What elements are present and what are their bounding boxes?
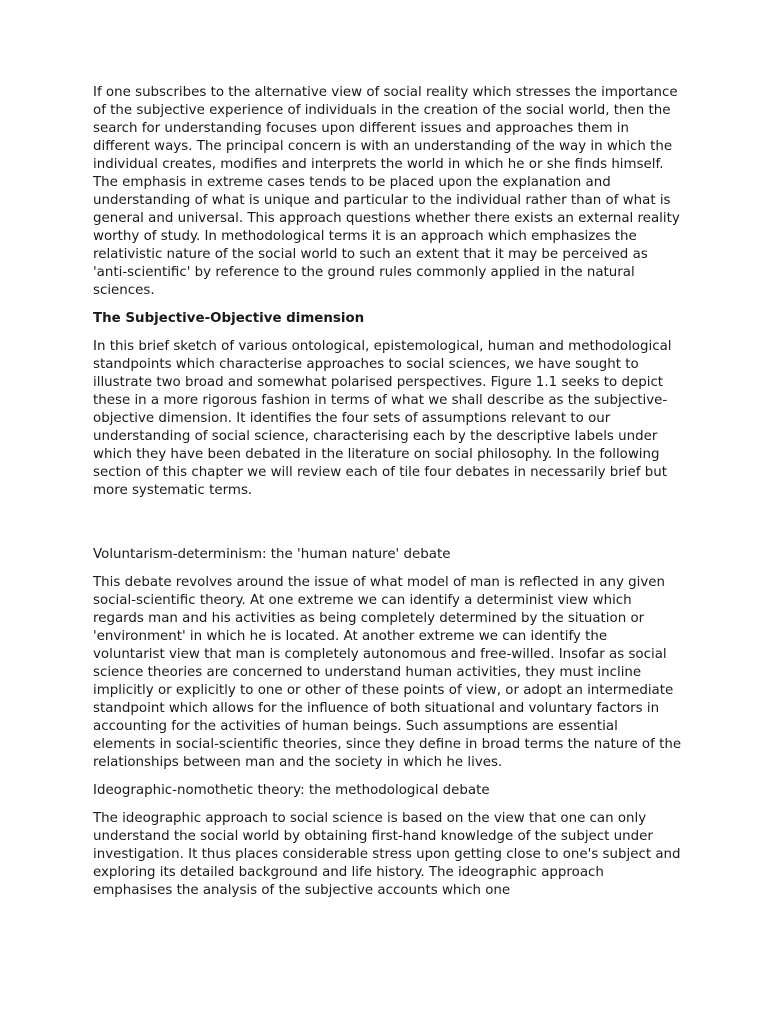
paragraph-brief-sketch: In this brief sketch of various ontological, epistemological, human and methodological standpoints which characterise approaches to social sciences, we have sought to illustrate two broad and somewhat polarised perspectives. Figure 1.1 seeks to depict these in a more rigorous fashion in terms of what we shall describe as the subjective-objective dimension. It identifies the four sets of assumptions relevant to our understanding of social science, characterising each by the descriptive labels under which they have been debated in the literature on social philosophy. In the following section of this chapter we will review each of tile four debates in necessarily brief but more systematic terms. bbox=[93, 339, 672, 498]
subheading-human-nature-debate: Voluntarism-determinism: the 'human nature' debate bbox=[93, 547, 451, 562]
paragraph-human-nature: This debate revolves around the issue of what model of man is reflected in any given social-scientific theory. At one extreme we can identify a determinist view which regards man and his activities as being completely determined by the situation or 'environment' in which he is located. At another extreme we can identify the voluntarist view that man is completely autonomous and free-willed. Insofar as social science theories are concerned to understand human activities, they must incline implicitly or explicitly to one or other of these points of view, or adopt an intermediate standpoint which allows for the influence of both situational and voluntary factors in accounting for the activities of human beings. Such assumptions are essential elements in social-scientific theories, since they define in broad terms the nature of the relationships between man and the society in which he lives. bbox=[93, 575, 682, 770]
paragraph-ideographic: The ideographic approach to social science is based on the view that one can only understand the social world by obtaining first-hand knowledge of the subject under investigation. It thus places considerable stress upon getting close to one's subject and exploring its detailed background and life history. The ideographic approach emphasises the analysis of the subjective accounts which one bbox=[93, 811, 681, 898]
section-heading-subjective-objective: The Subjective-Objective dimension bbox=[93, 311, 365, 326]
section-spacer bbox=[93, 510, 683, 546]
document-page bbox=[93, 84, 683, 910]
subheading-methodological-debate: Ideographic-nomothetic theory: the methodological debate bbox=[93, 783, 490, 798]
paragraph-subjective-view: If one subscribes to the alternative view of social reality which stresses the importance of the subjective experience of individuals in the creation of the social world, then the search for understanding focuses upon different issues and approaches them in different ways. The principal concern is with an understanding of the way in which the individual creates, modifies and interprets the world in which he or she finds himself. The emphasis in extreme cases tends to be placed upon the explanation and understanding of what is unique and particular to the individual rather than of what is general and universal. This approach questions whether there exists an external reality worthy of study. In methodological terms it is an approach which emphasizes the relativistic nature of the social world to such an extent that it may be perceived as 'anti-scientific' by reference to the ground rules commonly applied in the natural sciences. bbox=[93, 85, 680, 298]
